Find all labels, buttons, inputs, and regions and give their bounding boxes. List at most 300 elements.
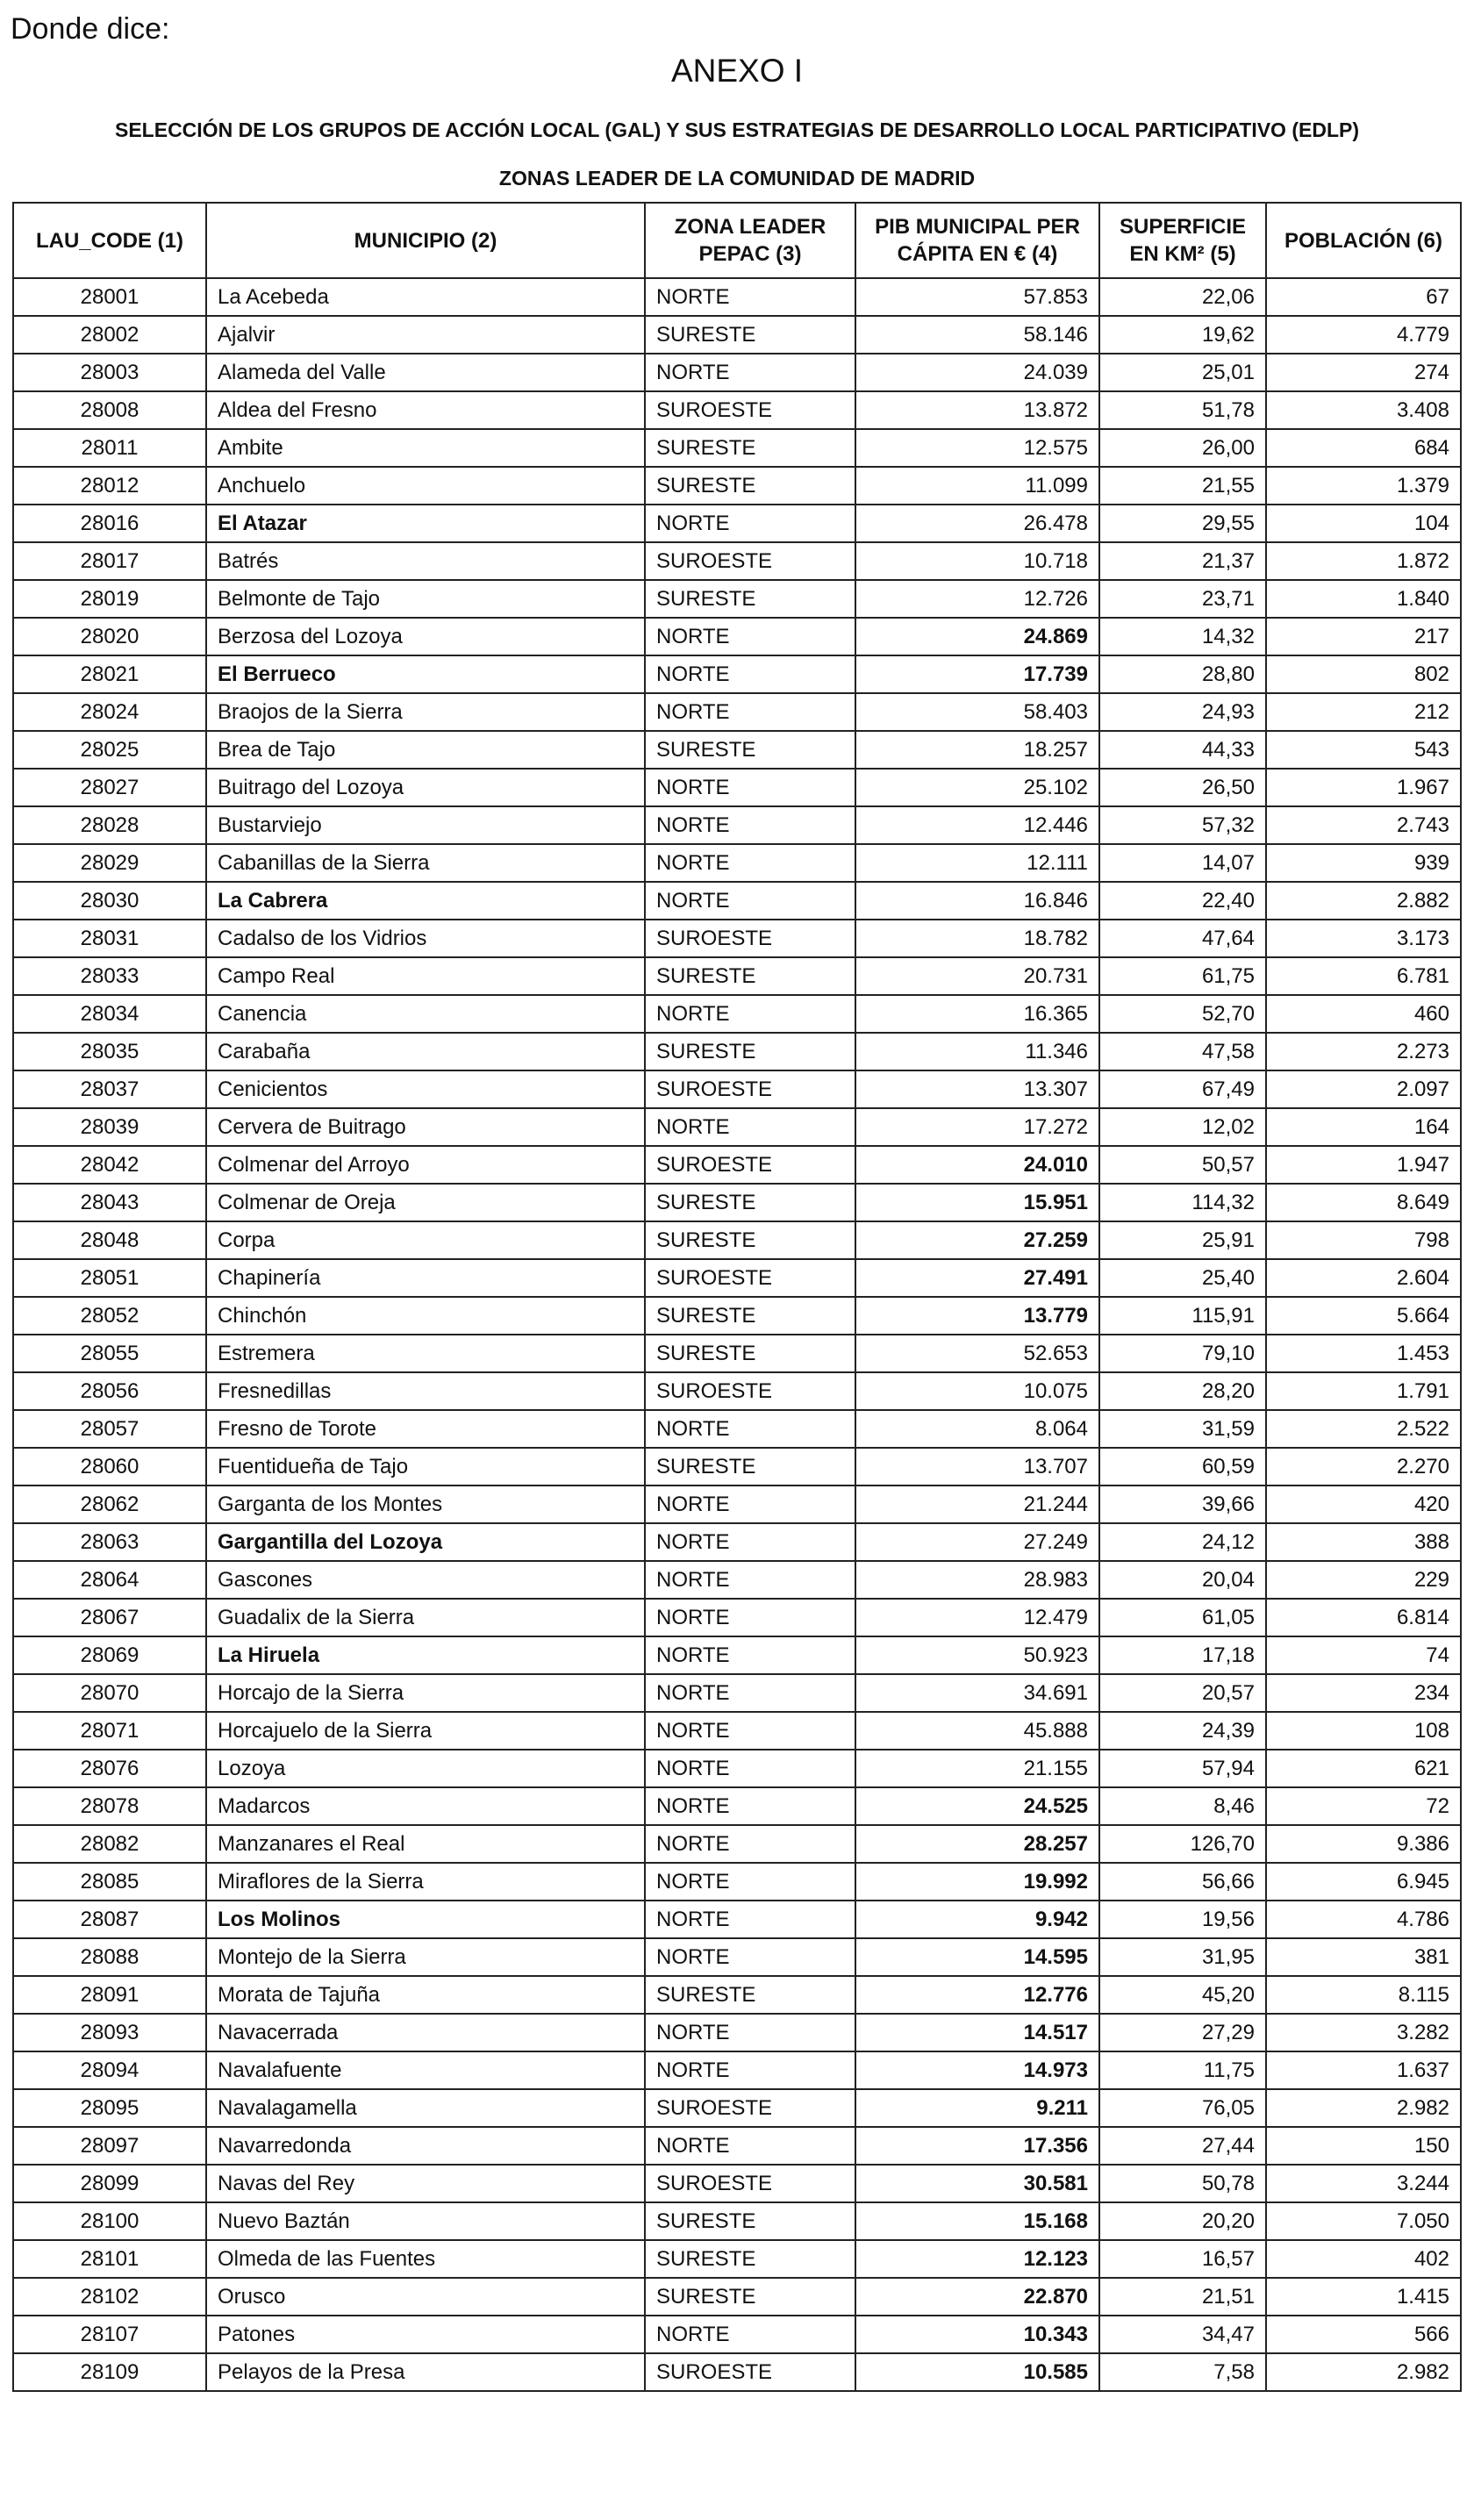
cell-poblacion: 3.173: [1266, 920, 1461, 957]
cell-pib: 10.585: [855, 2353, 1099, 2391]
cell-poblacion: 8.649: [1266, 1184, 1461, 1221]
cell-lau-code: 28095: [13, 2089, 206, 2127]
cell-pib: 28.983: [855, 1561, 1099, 1599]
cell-pib: 10.718: [855, 542, 1099, 580]
cell-pib: 57.853: [855, 278, 1099, 316]
cell-zona: NORTE: [645, 1938, 855, 1976]
table-row: [13, 1108, 1461, 1146]
table-row: [13, 1976, 1461, 2014]
cell-poblacion: 2.982: [1266, 2353, 1461, 2391]
cell-lau-code: 28088: [13, 1938, 206, 1976]
table-row: [13, 1674, 1461, 1712]
cell-pib: 16.846: [855, 882, 1099, 920]
cell-municipio: El Atazar: [206, 505, 645, 542]
cell-superficie: 12,02: [1099, 1108, 1266, 1146]
cell-poblacion: 802: [1266, 655, 1461, 693]
cell-lau-code: 28048: [13, 1221, 206, 1259]
cell-superficie: 17,18: [1099, 1636, 1266, 1674]
cell-lau-code: 28063: [13, 1523, 206, 1561]
cell-superficie: 14,07: [1099, 844, 1266, 882]
table-row: [13, 1938, 1461, 1976]
cell-lau-code: 28008: [13, 391, 206, 429]
cell-municipio: Colmenar del Arroyo: [206, 1146, 645, 1184]
cell-zona: NORTE: [645, 1561, 855, 1599]
cell-zona: SUROESTE: [645, 2089, 855, 2127]
annex-title: ANEXO I: [670, 53, 804, 89]
cell-pib: 24.869: [855, 618, 1099, 655]
cell-municipio: Olmeda de las Fuentes: [206, 2240, 645, 2278]
cell-zona: NORTE: [645, 1901, 855, 1938]
cell-zona: SURESTE: [645, 1033, 855, 1070]
cell-lau-code: 28069: [13, 1636, 206, 1674]
table-row: [13, 1410, 1461, 1448]
table-row: [13, 618, 1461, 655]
cell-municipio: Nuevo Baztán: [206, 2202, 645, 2240]
cell-poblacion: 164: [1266, 1108, 1461, 1146]
cell-lau-code: 28071: [13, 1712, 206, 1750]
table-row: [13, 580, 1461, 618]
cell-pib: 27.491: [855, 1259, 1099, 1297]
cell-superficie: 28,80: [1099, 655, 1266, 693]
cell-superficie: 56,66: [1099, 1863, 1266, 1901]
cell-municipio: Morata de Tajuña: [206, 1976, 645, 2014]
cell-lau-code: 28093: [13, 2014, 206, 2051]
zones-title: ZONAS LEADER DE LA COMUNIDAD DE MADRID: [498, 167, 976, 190]
cell-superficie: 47,58: [1099, 1033, 1266, 1070]
cell-lau-code: 28039: [13, 1108, 206, 1146]
cell-municipio: Chapinería: [206, 1259, 645, 1297]
cell-pib: 10.075: [855, 1372, 1099, 1410]
cell-zona: SUROESTE: [645, 391, 855, 429]
table-row: [13, 806, 1461, 844]
cell-zona: SUROESTE: [645, 542, 855, 580]
cell-municipio: Fuentidueña de Tajo: [206, 1448, 645, 1486]
cell-lau-code: 28027: [13, 769, 206, 806]
cell-lau-code: 28028: [13, 806, 206, 844]
cell-superficie: 7,58: [1099, 2353, 1266, 2391]
cell-superficie: 60,59: [1099, 1448, 1266, 1486]
cell-municipio: Cenicientos: [206, 1070, 645, 1108]
cell-municipio: Manzanares el Real: [206, 1825, 645, 1863]
header-lau-code: LAU_CODE (1): [13, 203, 206, 278]
cell-lau-code: 28085: [13, 1863, 206, 1901]
cell-poblacion: 74: [1266, 1636, 1461, 1674]
cell-municipio: Carabaña: [206, 1033, 645, 1070]
cell-lau-code: 28017: [13, 542, 206, 580]
cell-lau-code: 28019: [13, 580, 206, 618]
cell-zona: SUROESTE: [645, 2353, 855, 2391]
cell-lau-code: 28107: [13, 2316, 206, 2353]
table-row: [13, 1712, 1461, 1750]
table-row: [13, 1863, 1461, 1901]
cell-superficie: 19,56: [1099, 1901, 1266, 1938]
cell-municipio: Anchuelo: [206, 467, 645, 505]
cell-municipio: Montejo de la Sierra: [206, 1938, 645, 1976]
cell-superficie: 22,06: [1099, 278, 1266, 316]
cell-pib: 13.779: [855, 1297, 1099, 1335]
cell-zona: SURESTE: [645, 580, 855, 618]
cell-municipio: Cabanillas de la Sierra: [206, 844, 645, 882]
cell-zona: NORTE: [645, 844, 855, 882]
cell-municipio: Gargantilla del Lozoya: [206, 1523, 645, 1561]
cell-poblacion: 212: [1266, 693, 1461, 731]
table-row: [13, 1297, 1461, 1335]
intro-text: Donde dice:: [11, 12, 170, 46]
table-row: [13, 1486, 1461, 1523]
cell-pib: 12.446: [855, 806, 1099, 844]
cell-poblacion: 566: [1266, 2316, 1461, 2353]
cell-pib: 34.691: [855, 1674, 1099, 1712]
table-row: [13, 2202, 1461, 2240]
cell-municipio: Miraflores de la Sierra: [206, 1863, 645, 1901]
cell-lau-code: 28056: [13, 1372, 206, 1410]
cell-poblacion: 234: [1266, 1674, 1461, 1712]
cell-pib: 12.123: [855, 2240, 1099, 2278]
cell-municipio: Madarcos: [206, 1787, 645, 1825]
cell-municipio: Canencia: [206, 995, 645, 1033]
table-row: [13, 1221, 1461, 1259]
cell-superficie: 25,40: [1099, 1259, 1266, 1297]
cell-zona: SURESTE: [645, 1335, 855, 1372]
cell-lau-code: 28055: [13, 1335, 206, 1372]
cell-pib: 13.307: [855, 1070, 1099, 1108]
cell-lau-code: 28029: [13, 844, 206, 882]
cell-superficie: 31,59: [1099, 1410, 1266, 1448]
table-row: [13, 316, 1461, 354]
cell-poblacion: 274: [1266, 354, 1461, 391]
cell-poblacion: 6.814: [1266, 1599, 1461, 1636]
cell-poblacion: 67: [1266, 278, 1461, 316]
cell-municipio: Orusco: [206, 2278, 645, 2316]
cell-lau-code: 28003: [13, 354, 206, 391]
cell-pib: 10.343: [855, 2316, 1099, 2353]
table-row: [13, 542, 1461, 580]
document-subtitle: SELECCIÓN DE LOS GRUPOS DE ACCIÓN LOCAL (GAL) Y SUS ESTRATEGIAS DE DESARROLLO LOCAL PARTICIPATIVO (EDLP): [115, 118, 1359, 141]
cell-zona: NORTE: [645, 806, 855, 844]
cell-pib: 15.168: [855, 2202, 1099, 2240]
cell-poblacion: 7.050: [1266, 2202, 1461, 2240]
cell-superficie: 67,49: [1099, 1070, 1266, 1108]
table-row: [13, 920, 1461, 957]
cell-zona: NORTE: [645, 1410, 855, 1448]
cell-superficie: 26,50: [1099, 769, 1266, 806]
cell-lau-code: 28057: [13, 1410, 206, 1448]
cell-lau-code: 28035: [13, 1033, 206, 1070]
cell-zona: SURESTE: [645, 1976, 855, 2014]
cell-municipio: Campo Real: [206, 957, 645, 995]
cell-superficie: 50,57: [1099, 1146, 1266, 1184]
cell-lau-code: 28051: [13, 1259, 206, 1297]
cell-lau-code: 28099: [13, 2165, 206, 2202]
cell-municipio: Brea de Tajo: [206, 731, 645, 769]
cell-zona: SURESTE: [645, 1448, 855, 1486]
cell-lau-code: 28076: [13, 1750, 206, 1787]
cell-poblacion: 3.408: [1266, 391, 1461, 429]
cell-lau-code: 28037: [13, 1070, 206, 1108]
cell-municipio: Estremera: [206, 1335, 645, 1372]
table-row: [13, 505, 1461, 542]
cell-lau-code: 28020: [13, 618, 206, 655]
table-row: [13, 731, 1461, 769]
cell-superficie: 14,32: [1099, 618, 1266, 655]
cell-lau-code: 28101: [13, 2240, 206, 2278]
cell-superficie: 24,39: [1099, 1712, 1266, 1750]
table-row: [13, 1901, 1461, 1938]
cell-poblacion: 420: [1266, 1486, 1461, 1523]
cell-poblacion: 2.982: [1266, 2089, 1461, 2127]
cell-pib: 12.726: [855, 580, 1099, 618]
cell-lau-code: 28060: [13, 1448, 206, 1486]
cell-pib: 52.653: [855, 1335, 1099, 1372]
cell-superficie: 27,44: [1099, 2127, 1266, 2165]
table-row: [13, 1070, 1461, 1108]
cell-zona: SURESTE: [645, 429, 855, 467]
cell-lau-code: 28070: [13, 1674, 206, 1712]
cell-poblacion: 1.872: [1266, 542, 1461, 580]
cell-poblacion: 1.967: [1266, 769, 1461, 806]
cell-pib: 17.739: [855, 655, 1099, 693]
table-row: [13, 1372, 1461, 1410]
cell-pib: 24.039: [855, 354, 1099, 391]
cell-zona: NORTE: [645, 2127, 855, 2165]
cell-municipio: Aldea del Fresno: [206, 391, 645, 429]
cell-poblacion: 229: [1266, 1561, 1461, 1599]
cell-poblacion: 2.273: [1266, 1033, 1461, 1070]
cell-zona: NORTE: [645, 1712, 855, 1750]
table-row: [13, 2127, 1461, 2165]
cell-zona: NORTE: [645, 1636, 855, 1674]
cell-superficie: 31,95: [1099, 1938, 1266, 1976]
cell-pib: 13.872: [855, 391, 1099, 429]
cell-zona: NORTE: [645, 1486, 855, 1523]
cell-pib: 17.356: [855, 2127, 1099, 2165]
cell-pib: 24.525: [855, 1787, 1099, 1825]
cell-pib: 16.365: [855, 995, 1099, 1033]
table-row: [13, 2165, 1461, 2202]
table-row: [13, 1448, 1461, 1486]
cell-superficie: 57,94: [1099, 1750, 1266, 1787]
cell-zona: SURESTE: [645, 2202, 855, 2240]
cell-lau-code: 28102: [13, 2278, 206, 2316]
cell-lau-code: 28067: [13, 1599, 206, 1636]
cell-zona: NORTE: [645, 882, 855, 920]
cell-zona: NORTE: [645, 2014, 855, 2051]
table-row: [13, 882, 1461, 920]
cell-zona: NORTE: [645, 1863, 855, 1901]
cell-municipio: La Hiruela: [206, 1636, 645, 1674]
header-poblacion: POBLACIÓN (6): [1266, 203, 1461, 278]
cell-municipio: Navarredonda: [206, 2127, 645, 2165]
cell-superficie: 24,93: [1099, 693, 1266, 731]
cell-pib: 8.064: [855, 1410, 1099, 1448]
table-row: [13, 2353, 1461, 2391]
cell-lau-code: 28082: [13, 1825, 206, 1863]
cell-pib: 12.575: [855, 429, 1099, 467]
cell-zona: SURESTE: [645, 467, 855, 505]
cell-zona: SURESTE: [645, 1184, 855, 1221]
cell-poblacion: 108: [1266, 1712, 1461, 1750]
table-row: [13, 1561, 1461, 1599]
cell-zona: SUROESTE: [645, 2165, 855, 2202]
cell-poblacion: 1.379: [1266, 467, 1461, 505]
cell-superficie: 57,32: [1099, 806, 1266, 844]
cell-zona: NORTE: [645, 618, 855, 655]
cell-municipio: Belmonte de Tajo: [206, 580, 645, 618]
cell-zona: SURESTE: [645, 2278, 855, 2316]
table-header-row: [13, 203, 1461, 278]
cell-poblacion: 543: [1266, 731, 1461, 769]
cell-zona: SUROESTE: [645, 920, 855, 957]
cell-poblacion: 1.637: [1266, 2051, 1461, 2089]
table-row: [13, 391, 1461, 429]
cell-superficie: 25,01: [1099, 354, 1266, 391]
cell-municipio: Lozoya: [206, 1750, 645, 1787]
cell-municipio: Colmenar de Oreja: [206, 1184, 645, 1221]
cell-pib: 12.479: [855, 1599, 1099, 1636]
cell-superficie: 27,29: [1099, 2014, 1266, 2051]
cell-superficie: 8,46: [1099, 1787, 1266, 1825]
cell-superficie: 61,75: [1099, 957, 1266, 995]
cell-zona: NORTE: [645, 505, 855, 542]
table-row: [13, 354, 1461, 391]
cell-superficie: 39,66: [1099, 1486, 1266, 1523]
cell-pib: 9.211: [855, 2089, 1099, 2127]
cell-zona: NORTE: [645, 2316, 855, 2353]
cell-municipio: El Berrueco: [206, 655, 645, 693]
header-pib: PIB MUNICIPAL PER CÁPITA EN € (4): [855, 203, 1099, 278]
cell-municipio: Braojos de la Sierra: [206, 693, 645, 731]
cell-lau-code: 28031: [13, 920, 206, 957]
cell-superficie: 20,57: [1099, 1674, 1266, 1712]
cell-superficie: 44,33: [1099, 731, 1266, 769]
cell-poblacion: 72: [1266, 1787, 1461, 1825]
cell-lau-code: 28100: [13, 2202, 206, 2240]
cell-zona: SURESTE: [645, 316, 855, 354]
cell-zona: NORTE: [645, 769, 855, 806]
cell-lau-code: 28062: [13, 1486, 206, 1523]
table-row: [13, 693, 1461, 731]
cell-poblacion: 2.882: [1266, 882, 1461, 920]
cell-poblacion: 1.453: [1266, 1335, 1461, 1372]
cell-poblacion: 798: [1266, 1221, 1461, 1259]
cell-municipio: Navas del Rey: [206, 2165, 645, 2202]
table-row: [13, 429, 1461, 467]
cell-pib: 20.731: [855, 957, 1099, 995]
cell-poblacion: 621: [1266, 1750, 1461, 1787]
cell-poblacion: 4.786: [1266, 1901, 1461, 1938]
table-row: [13, 1033, 1461, 1070]
cell-superficie: 20,20: [1099, 2202, 1266, 2240]
table-row: [13, 1335, 1461, 1372]
cell-superficie: 45,20: [1099, 1976, 1266, 2014]
cell-poblacion: 684: [1266, 429, 1461, 467]
cell-superficie: 11,75: [1099, 2051, 1266, 2089]
cell-municipio: Gascones: [206, 1561, 645, 1599]
cell-municipio: Navacerrada: [206, 2014, 645, 2051]
cell-zona: NORTE: [645, 693, 855, 731]
cell-lau-code: 28097: [13, 2127, 206, 2165]
cell-zona: NORTE: [645, 995, 855, 1033]
cell-pib: 22.870: [855, 2278, 1099, 2316]
cell-superficie: 47,64: [1099, 920, 1266, 957]
table-row: [13, 1146, 1461, 1184]
cell-lau-code: 28002: [13, 316, 206, 354]
cell-pib: 12.111: [855, 844, 1099, 882]
cell-poblacion: 381: [1266, 1938, 1461, 1976]
table-row: [13, 1259, 1461, 1297]
cell-pib: 14.517: [855, 2014, 1099, 2051]
cell-municipio: Guadalix de la Sierra: [206, 1599, 645, 1636]
cell-pib: 25.102: [855, 769, 1099, 806]
cell-poblacion: 3.244: [1266, 2165, 1461, 2202]
cell-poblacion: 1.791: [1266, 1372, 1461, 1410]
cell-zona: NORTE: [645, 2051, 855, 2089]
cell-zona: SUROESTE: [645, 1372, 855, 1410]
cell-pib: 11.099: [855, 467, 1099, 505]
cell-lau-code: 28091: [13, 1976, 206, 2014]
cell-poblacion: 9.386: [1266, 1825, 1461, 1863]
cell-superficie: 79,10: [1099, 1335, 1266, 1372]
cell-poblacion: 460: [1266, 995, 1461, 1033]
cell-poblacion: 4.779: [1266, 316, 1461, 354]
cell-zona: NORTE: [645, 1750, 855, 1787]
table-row: [13, 957, 1461, 995]
cell-lau-code: 28024: [13, 693, 206, 731]
cell-lau-code: 28025: [13, 731, 206, 769]
cell-lau-code: 28043: [13, 1184, 206, 1221]
cell-municipio: Patones: [206, 2316, 645, 2353]
table-row: [13, 2014, 1461, 2051]
cell-zona: NORTE: [645, 1825, 855, 1863]
cell-zona: SUROESTE: [645, 1259, 855, 1297]
cell-lau-code: 28033: [13, 957, 206, 995]
cell-poblacion: 402: [1266, 2240, 1461, 2278]
cell-pib: 11.346: [855, 1033, 1099, 1070]
cell-superficie: 16,57: [1099, 2240, 1266, 2278]
cell-poblacion: 1.947: [1266, 1146, 1461, 1184]
cell-pib: 13.707: [855, 1448, 1099, 1486]
cell-municipio: Ambite: [206, 429, 645, 467]
table-row: [13, 1184, 1461, 1221]
cell-pib: 19.992: [855, 1863, 1099, 1901]
cell-pib: 14.973: [855, 2051, 1099, 2089]
cell-superficie: 19,62: [1099, 316, 1266, 354]
cell-municipio: Bustarviejo: [206, 806, 645, 844]
table-row: [13, 844, 1461, 882]
cell-poblacion: 1.840: [1266, 580, 1461, 618]
table-row: [13, 278, 1461, 316]
cell-zona: SURESTE: [645, 957, 855, 995]
cell-superficie: 34,47: [1099, 2316, 1266, 2353]
cell-pib: 26.478: [855, 505, 1099, 542]
table-row: [13, 2051, 1461, 2089]
table-row: [13, 467, 1461, 505]
cell-superficie: 23,71: [1099, 580, 1266, 618]
cell-poblacion: 3.282: [1266, 2014, 1461, 2051]
table-row: [13, 2316, 1461, 2353]
cell-zona: NORTE: [645, 1787, 855, 1825]
cell-pib: 21.155: [855, 1750, 1099, 1787]
cell-pib: 58.403: [855, 693, 1099, 731]
cell-pib: 18.782: [855, 920, 1099, 957]
cell-municipio: Alameda del Valle: [206, 354, 645, 391]
cell-municipio: Fresnedillas: [206, 1372, 645, 1410]
cell-municipio: Corpa: [206, 1221, 645, 1259]
cell-poblacion: 217: [1266, 618, 1461, 655]
cell-pib: 30.581: [855, 2165, 1099, 2202]
cell-poblacion: 2.270: [1266, 1448, 1461, 1486]
cell-poblacion: 2.522: [1266, 1410, 1461, 1448]
